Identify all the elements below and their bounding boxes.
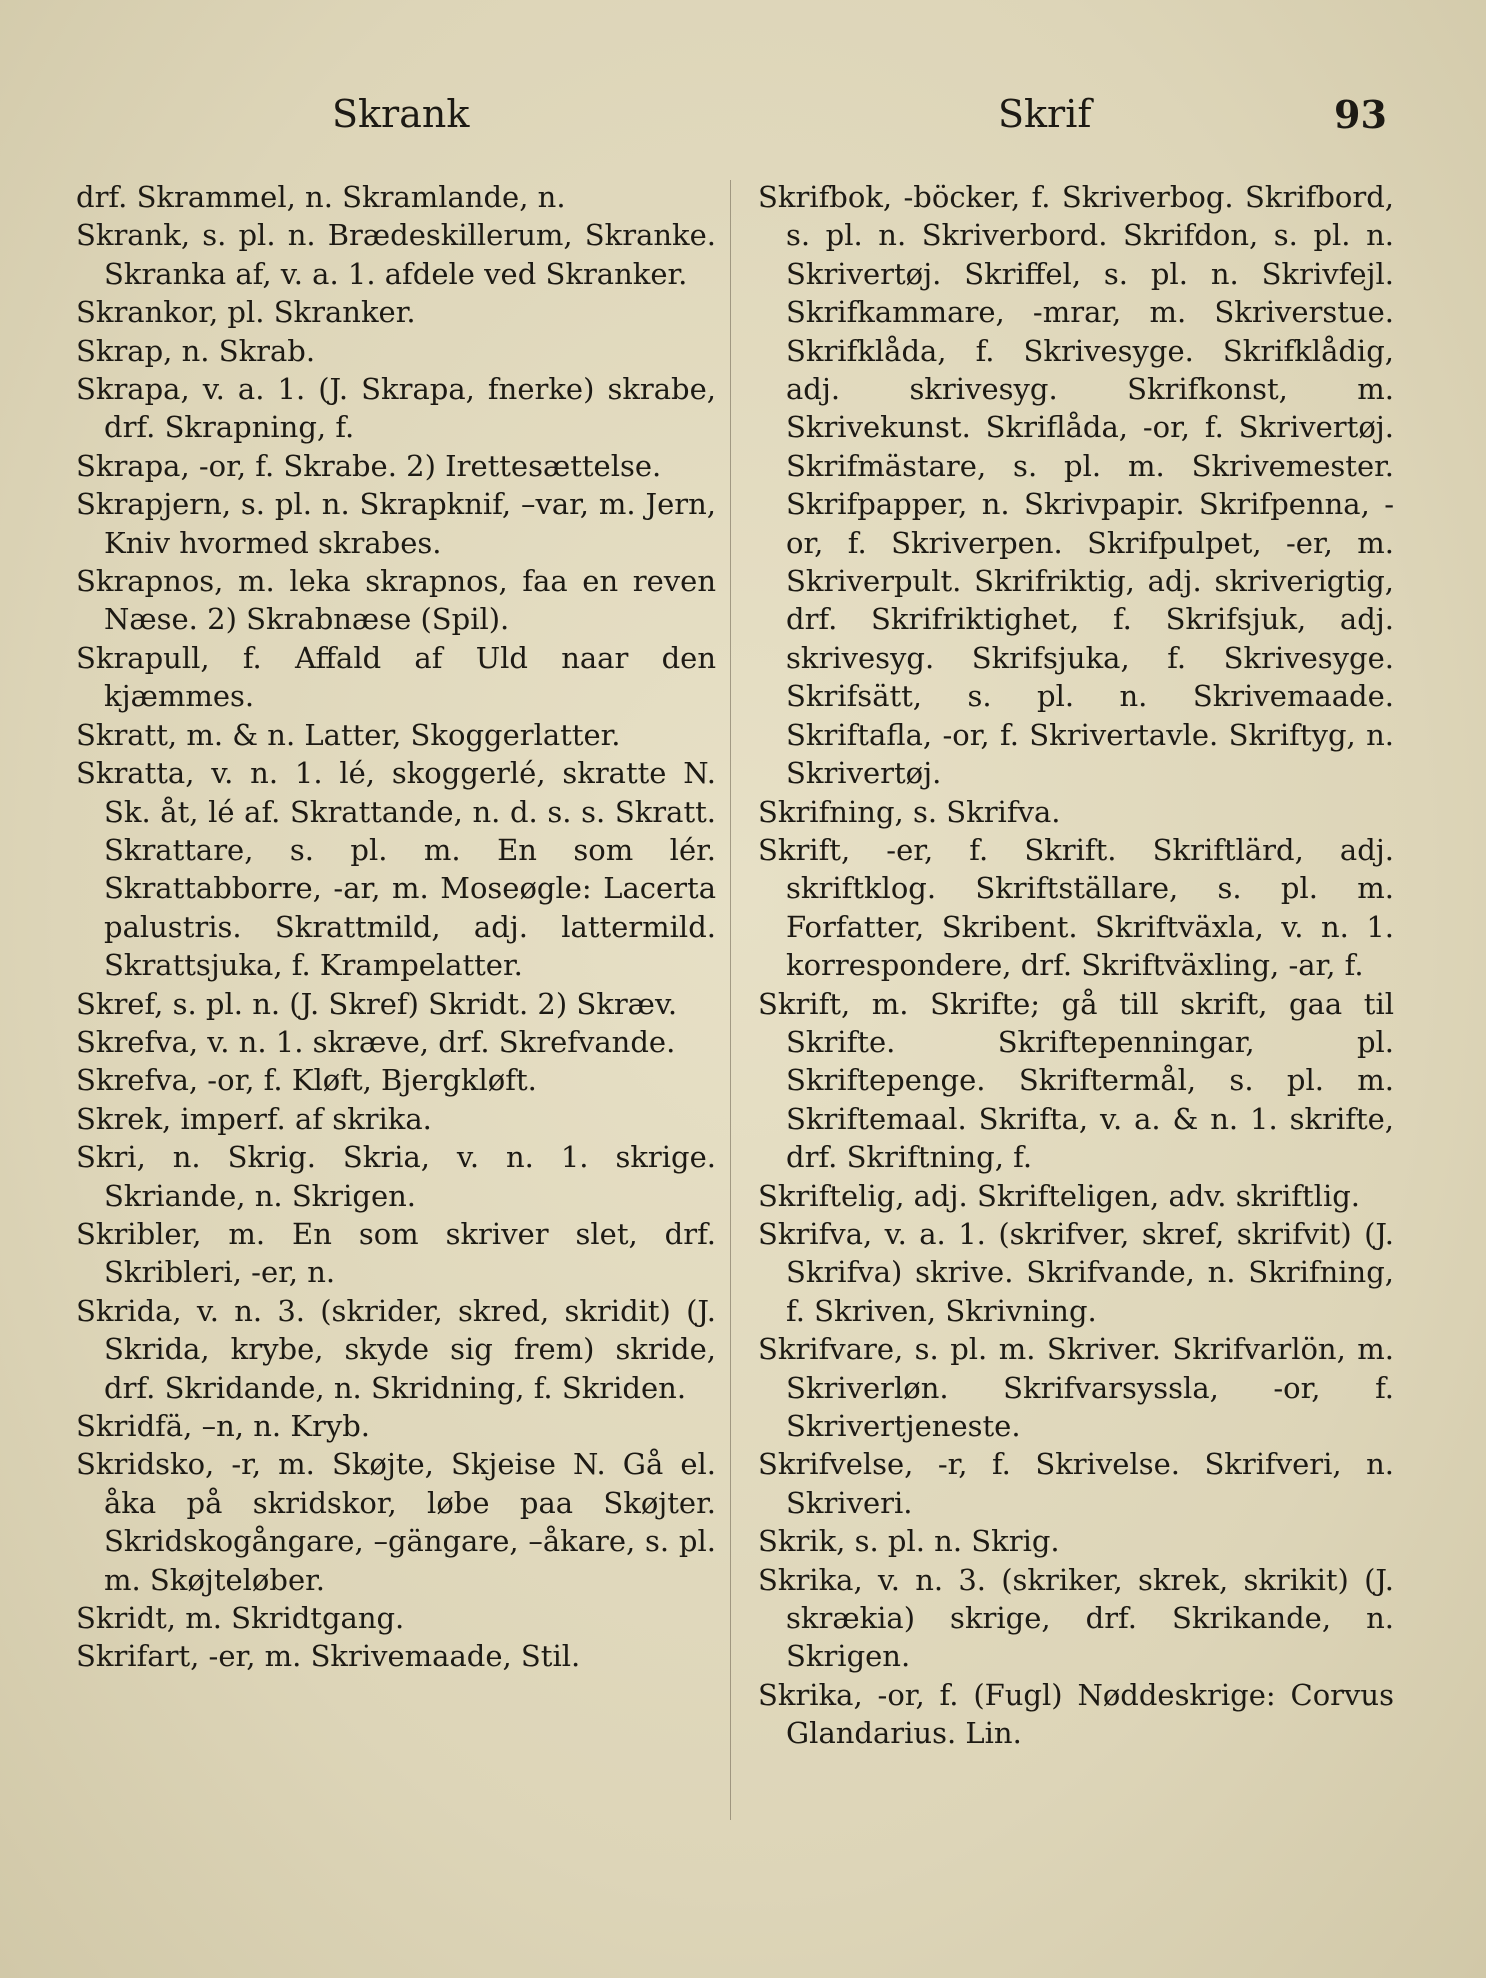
- entry: Skrifning, s. Skrifva.: [758, 794, 1061, 829]
- right-column: [758, 178, 1394, 1753]
- left-guide-word: Skrank: [332, 92, 470, 136]
- entry: Skridsko, -r, m. Skøjte, Skjeise N. Gå el. åka på skridskor, løbe paa Skøjter. Skridskogångare, –gängare, –åkare, s. pl. m. Skøjteløber.: [76, 1447, 716, 1597]
- entry: Skratta, v. n. 1. lé, skoggerlé, skratte N. Sk. åt, lé af. Skrattande, n. d. s. s. Skratt. Skrattare, s. pl. m. En som lér. Skrattabborre, -ar, m. Moseøgle: Lacerta palustris. Skrattmild, adj. lattermild. Skrattsjuka, f. Krampelatter.: [76, 756, 716, 983]
- entry: Skrifva, v. a. 1. (skrifver, skref, skrifvit) (J. Skrifva) skrive. Skrifvande, n. Skrifning, f. Skriven, Skrivning.: [758, 1216, 1394, 1328]
- entry: Skrek, imperf. af skrika.: [76, 1101, 432, 1136]
- entry: Skrift, -er, f. Skrift. Skriftlärd, adj. skriftklog. Skriftställare, s. pl. m. Forfatter, Skribent. Skriftväxla, v. n. 1. korrespondere, drf. Skriftväxling, -ar, f.: [758, 832, 1394, 983]
- entry: Skrika, v. n. 3. (skriker, skrek, skrikit) (J. skrækia) skrige, drf. Skrikande, n. Skrigen.: [758, 1562, 1394, 1674]
- entry: Skriftelig, adj. Skrifteligen, adv. skriftlig.: [758, 1178, 1361, 1213]
- column-divider: [730, 180, 731, 1820]
- page-number: 93: [1334, 92, 1387, 137]
- entry: Skref, s. pl. n. (J. Skref) Skridt. 2) Skræv.: [76, 986, 678, 1021]
- entry: Skrapa, -or, f. Skrabe. 2) Irettesættelse.: [76, 448, 662, 483]
- entry: Skribler, m. En som skriver slet, drf. Skribleri, -er, n.: [76, 1216, 716, 1290]
- entry: Skrifvare, s. pl. m. Skriver. Skrifvarlön, m. Skriverløn. Skrifvarsyssla, -or, f. Skrivertjeneste.: [758, 1332, 1394, 1443]
- entry: Skrifart, -er, m. Skrivemaade, Stil.: [76, 1639, 581, 1674]
- entry: Skratt, m. & n. Latter, Skoggerlatter.: [76, 717, 621, 752]
- entry: Skrank, s. pl. n. Brædeskillerum, Skranke. Skranka af, v. a. 1. afdele ved Skranker.: [76, 218, 716, 291]
- entry: Skrapa, v. a. 1. (J. Skrapa, fnerke) skrabe, drf. Skrapning, f.: [76, 372, 716, 445]
- entry: Skrefva, v. n. 1. skræve, drf. Skrefvande.: [76, 1024, 676, 1059]
- entry: Skrifbok, -böcker, f. Skriverbog. Skrifbord, s. pl. n. Skriverbord. Skrifdon, s. pl. n. Skrivertøj. Skriffel, s. pl. n. Skrivfejl. Skrifkammare, -mrar, m. Skriverstue. Skrifklåda, f. Skrivesyge. Skrifklådig, adj. skrivesyg. Skrifkonst, m. Skrivekunst. Skriflåda, -or, f. Skrivertøj. Skrifmästare, s. pl. m. Skrivemester. Skrifpapper, n. Skrivpapir. Skrifpenna, -or, f. Skriverpen. Skrifpulpet, -er, m. Skriverpult. Skrifriktig, adj. skriverigtig, drf. Skrifriktighet, f. Skrifsjuk, adj. skrivesyg. Skrifsjuka, f. Skrivesyge. Skrifsätt, s. pl. n. Skrivemaade. Skriftafla, -or, f. Skrivertavle. Skriftyg, n. Skrivertøj.: [758, 180, 1394, 791]
- entry: Skridfä, –n, n. Kryb.: [76, 1409, 371, 1443]
- entry: Skrap, n. Skrab.: [76, 333, 316, 368]
- right-guide-word: Skrif: [998, 92, 1092, 136]
- entry: Skrapnos, m. leka skrapnos, faa en reven Næse. 2) Skrabnæse (Spil).: [76, 564, 716, 637]
- entry: Skrapull, f. Affald af Uld naar den kjæmmes.: [76, 640, 716, 714]
- entry: Skri, n. Skrig. Skria, v. n. 1. skrige. Skriande, n. Skrigen.: [76, 1140, 716, 1213]
- entry: Skrika, -or, f. (Fugl) Nøddeskrige: Corvus Glandarius. Lin.: [758, 1677, 1394, 1751]
- entry: Skrift, m. Skrifte; gå till skrift, gaa til Skrifte. Skriftepenningar, pl. Skriftepenge. Skriftermål, s. pl. m. Skriftemaal. Skrifta, v. a. & n. 1. skrifte, drf. Skriftning, f.: [758, 986, 1394, 1175]
- page-header: [0, 92, 1486, 152]
- entry: Skridt, m. Skridtgang.: [76, 1601, 405, 1636]
- entry: Skrida, v. n. 3. (skrider, skred, skridit) (J. Skrida, krybe, skyde sig frem) skride, drf. Skridande, n. Skridning, f. Skriden.: [76, 1293, 716, 1405]
- entry: Skrefva, -or, f. Kløft, Bjergkløft.: [76, 1063, 537, 1098]
- entry: Skrik, s. pl. n. Skrig.: [758, 1524, 1060, 1559]
- entry: Skrapjern, s. pl. n. Skrapknif, –var, m. Jern, Kniv hvormed skrabes.: [76, 487, 716, 560]
- entry: drf. Skrammel, n. Skramlande, n.: [76, 180, 566, 214]
- entry: Skrankor, pl. Skranker.: [76, 295, 416, 330]
- left-column: [76, 178, 716, 1676]
- entry: Skrifvelse, -r, f. Skrivelse. Skrifveri, n. Skriveri.: [758, 1447, 1394, 1520]
